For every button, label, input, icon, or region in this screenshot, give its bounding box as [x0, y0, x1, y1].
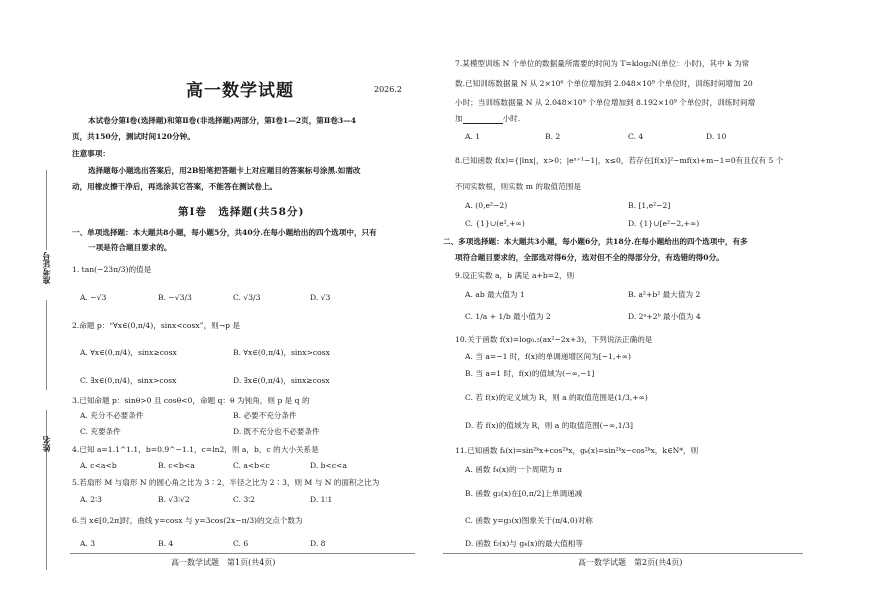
question-7-line-end — [455, 114, 520, 124]
binding-line — [46, 470, 47, 570]
question-8-line: 8.已知函数 f(x)={|lnx|，x>0；|eˣ⁺¹−1|，x≤0，若存在[f(x)]²−mf(x)+m−1=0有且仅有 5 个 — [455, 156, 784, 165]
answer-blank — [463, 115, 503, 124]
q6-option-b: B. 4 — [158, 539, 174, 548]
exam-date: 2026.2 — [374, 85, 402, 94]
name-label: 姓名 — [41, 436, 51, 452]
page-title: 高一数学试题 — [186, 81, 294, 101]
q4-option-c: C. a<b<c — [233, 461, 270, 470]
exam-id-label: 准考证号 — [41, 252, 51, 284]
q10-option-b: B. 当 a=1 时，f(x)的值域为(−∞,−1] — [465, 369, 595, 378]
question-2-stem: 2.命题 p：“∀x∈(0,π/4)，sinx<cosx”，则¬p 是 — [72, 321, 240, 330]
question-5-stem: 5.若扇形 M 与扇形 N 的圆心角之比为 3∶2，半径之比为 2∶3，则 M 与 N 的面积之比为 — [72, 478, 380, 487]
question-7-line: 小时；当训练数据量 N 从 2.048×10⁹ 个单位增加到 8.192×10⁹ 个单位时，训练时间增 — [455, 98, 756, 107]
q7-option-c: C. 4 — [628, 132, 644, 141]
q2-option-b: B. ∀x∈(0,π/4)，sinx>cosx — [233, 348, 330, 357]
q3-option-b: B. 必要不充分条件 — [233, 411, 297, 420]
footer-divider — [70, 553, 415, 554]
intro-line: 页，共150分，测试时间120分钟。 — [72, 132, 195, 141]
q8-option-d: D. {1}∪[e²−2,+∞) — [628, 219, 700, 228]
q11-option-a: A. 函数 f₄(x)的一个周期为 π — [465, 465, 562, 474]
question-7-line: 数.已知训练数据量 N 从 2×10⁶ 个单位增加到 2.048×10⁹ 个单位时，训练时间增加 20 — [455, 79, 753, 88]
footer-divider — [443, 553, 803, 554]
q9-option-c: C. 1/a + 1/b 最小值为 2 — [465, 312, 551, 321]
q9-option-d: D. 2ᵃ+2ᵇ 最小值为 4 — [628, 312, 701, 321]
part2-header: 项符合题目要求的，全部选对得6分，选对但不全的得部分分，有选错的得0分。 — [455, 253, 724, 262]
q1-option-b: B. −√3/3 — [158, 293, 192, 302]
question-3-stem: 3.已知命题 p：sinθ>0 且 cosθ<0，命题 q：θ 为钝角，则 p 是 q 的 — [72, 396, 310, 405]
q5-option-b: B. √3∶√2 — [158, 495, 190, 504]
q8-option-b: B. [1,e²−2] — [628, 201, 671, 210]
part1-header: 一、单项选择题：本大题共8小题，每小题5分，共40分.在每小题给出的四个选项中，只有 — [72, 228, 377, 237]
q7-option-d: D. 10 — [706, 132, 727, 141]
question-1-stem: 1. tan(−23π/3)的值是 — [72, 265, 152, 274]
notice-line: 动，用橡皮擦干净后，再选涂其它答案，不能答在测试卷上。 — [72, 182, 278, 191]
q6-option-d: D. 8 — [310, 539, 326, 548]
page-2 — [435, 0, 870, 606]
q1-option-c: C. √3/3 — [233, 293, 261, 302]
q7-option-a: A. 1 — [465, 132, 481, 141]
q7-text-suffix: 小时. — [502, 114, 521, 123]
notice-line: 选择题每小题选出答案后，用2B铅笔把答题卡上对应题目的答案标号涂黑.如需改 — [88, 166, 361, 175]
part1-header: 一项是符合题目要求的。 — [88, 243, 172, 252]
question-6-stem: 6.当 x∈[0,2π]时，曲线 y=cosx 与 y=3cos(2x−π/3)的交点个数为 — [72, 516, 303, 525]
q2-option-d: D. ∃x∈(0,π/4)，sinx≥cosx — [233, 376, 330, 385]
binding-line — [46, 300, 47, 390]
question-11-stem: 11.已知函数 fₖ(x)=sin²ᵏx+cos²ᵏx，gₖ(x)=sin²ᵏx−cos²ᵏx，k∈N*，则 — [455, 446, 699, 455]
q5-option-c: C. 3∶2 — [233, 495, 256, 504]
question-8-line: 不同实数根，则实数 m 的取值范围是 — [455, 182, 581, 191]
q2-option-a: A. ∀x∈(0,π/4)，sinx≥cosx — [80, 348, 177, 357]
q3-option-d: D. 既不充分也不必要条件 — [233, 427, 320, 436]
q4-option-a: A. c<a<b — [80, 461, 117, 470]
q2-option-c: C. ∃x∈(0,π/4)，sinx>cosx — [80, 376, 177, 385]
q3-option-a: A. 充分不必要条件 — [80, 411, 144, 420]
intro-line: 本试卷分第Ⅰ卷(选择题)和第Ⅱ卷(非选择题)两部分，第Ⅰ卷1—2页，第Ⅱ卷3—4 — [88, 116, 357, 125]
q7-option-b: B. 2 — [545, 132, 561, 141]
q11-option-d: D. 函数 f₂(x)与 g₄(x)的最大值相等 — [465, 539, 583, 548]
q9-option-a: A. ab 最大值为 1 — [465, 290, 525, 299]
binding-line — [46, 170, 47, 250]
notice-title: 注意事项： — [72, 149, 110, 158]
q4-option-d: D. b<c<a — [310, 461, 348, 470]
question-4-stem: 4.已知 a=1.1^1.1，b=0.9^−1.1，c=ln2，则 a，b，c 的大小关系是 — [72, 445, 319, 454]
q8-option-a: A. (0,e²−2) — [465, 201, 508, 210]
q3-option-c: C. 充要条件 — [80, 427, 121, 436]
q7-text-prefix: 加 — [455, 114, 463, 123]
q1-option-d: D. √3 — [310, 293, 331, 302]
question-10-stem: 10.关于函数 f(x)=log₀.₅(ax²−2x+3)，下列说法正确的是 — [455, 335, 653, 344]
q11-option-c: C. 函数 y=g₃(x)图象关于(π/4,0)对称 — [465, 516, 593, 525]
page-footer: 高一数学试题 第1页(共4页) — [171, 558, 276, 567]
q11-option-b: B. 函数 g₂(x)在[0,π/2]上单调递减 — [465, 489, 583, 498]
page-footer: 高一数学试题 第2页(共4页) — [578, 558, 683, 567]
q10-option-d: D. 若 f(x)的值域为 R，则 a 的取值范围(−∞,1/3] — [465, 421, 633, 430]
q5-option-d: D. 1∶1 — [310, 495, 333, 504]
q5-option-a: A. 2∶3 — [80, 495, 102, 504]
q6-option-c: C. 6 — [233, 539, 249, 548]
q9-option-b: B. a²+b² 最大值为 2 — [628, 290, 701, 299]
q8-option-c: C. {1}∪(e²,+∞) — [465, 219, 525, 228]
q6-option-a: A. 3 — [80, 539, 96, 548]
q10-option-a: A. 当 a=−1 时，f(x)的单调递增区间为[−1,+∞) — [465, 352, 631, 361]
q1-option-a: A. −√3 — [80, 293, 107, 302]
question-7-line: 7.某模型训练 N 个单位的数据量所需要的时间为 T=klog₂N(单位：小时)，其中 k 为常 — [455, 59, 750, 68]
q4-option-b: B. c<b<a — [158, 461, 195, 470]
section-title: 第Ⅰ卷 选择题(共58分) — [178, 206, 305, 218]
part2-header: 二、多项选择题：本大题共3小题，每小题6分，共18分.在每小题给出的四个选项中，有多 — [443, 237, 748, 246]
question-9-stem: 9.设正实数 a，b 满足 a+b=2，则 — [455, 271, 575, 280]
q10-option-c: C. 若 f(x)的定义域为 R，则 a 的取值范围是(1/3,+∞) — [465, 393, 648, 402]
